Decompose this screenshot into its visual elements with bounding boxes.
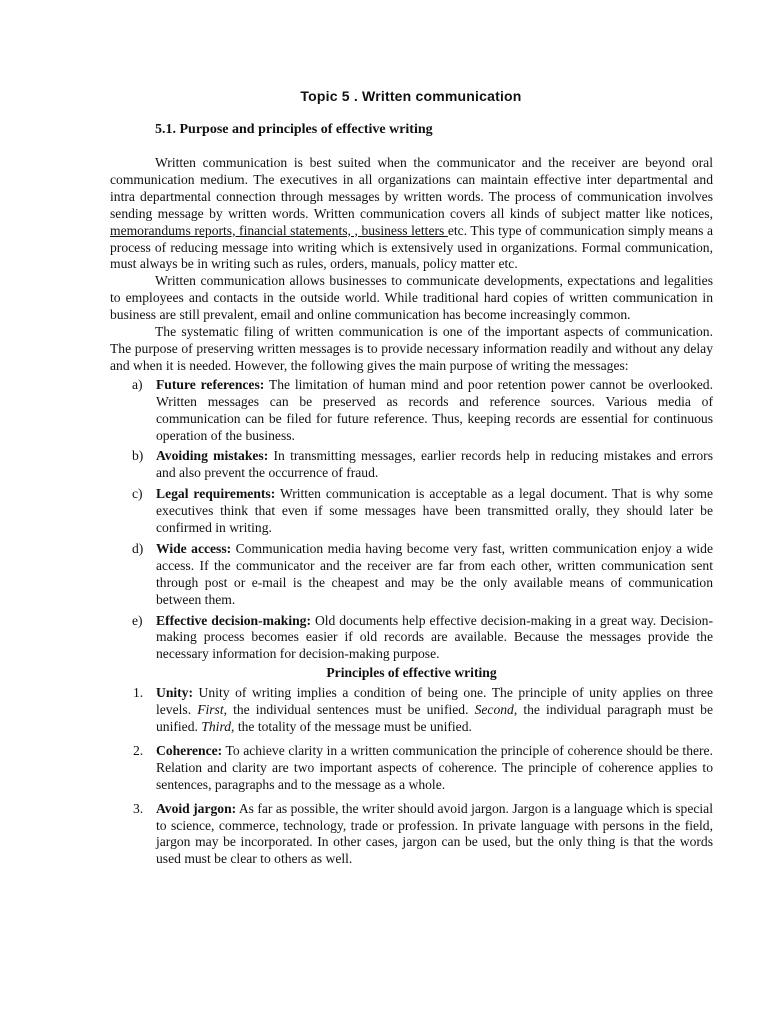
- list-item: [110, 486, 713, 537]
- list-text: The limitation of human mind and poor retention power cannot be overlooked. Written messages can be preserved as records and reference sources. Various media of communication can be filed for future reference. Thus, keeping records are essential for continuous operation of the business.: [156, 376, 713, 443]
- list-term: Legal requirements:: [156, 486, 276, 502]
- list-text: , the individual sentences must be unified.: [223, 702, 475, 718]
- principles-list: [110, 685, 713, 868]
- principles-heading: Principles of effective writing: [326, 665, 497, 681]
- page-title: Topic 5 . Written communication: [300, 88, 522, 104]
- list-term: Effective decision-making:: [156, 612, 311, 628]
- list-item: [110, 685, 713, 736]
- list-marker: 1.: [133, 685, 144, 701]
- list-term: Coherence:: [156, 742, 223, 758]
- list-marker: b): [132, 448, 144, 464]
- list-item: [110, 448, 713, 482]
- list-item: [110, 613, 713, 664]
- list-marker: c): [132, 486, 143, 502]
- list-text: In transmitting messages, earlier records help in reducing mistakes and errors and also prevent the occurrence of fraud.: [156, 448, 713, 481]
- list-term: Avoiding mistakes:: [156, 448, 269, 464]
- list-text: Unity of writing implies a condition of being one. The principle of unity applies on three levels.: [156, 685, 713, 718]
- paragraph-1-text-a: Written communication is best suited when the communicator and the receiver are beyond oral communication medium. The executives in all organizations can maintain effective inter departmental and intra departmental connection through messages by written words. The process of communication involves sending message by written words. Written communication covers all kinds of subject matter like notices,: [110, 155, 713, 221]
- list-item: [110, 541, 713, 609]
- paragraph-3: The systematic filing of written communication is one of the important aspects of communication. The purpose of preserving written messages is to provide necessary information readily and without any delay and when it is needed. However, the following gives the main purpose of writing the messages:: [110, 324, 713, 373]
- list-text: Old documents help effective decision-making in a great way. Decision-making process becomes easier if old records are available. Because the messages provide the necessary information for decision-making purpose.: [156, 612, 713, 662]
- list-text: , the individual paragraph must be unified.: [156, 702, 713, 734]
- italic-text: First: [197, 702, 224, 718]
- list-item: [110, 801, 713, 869]
- paragraph-1-text-b: etc. This type of communication simply means a process of reducing message into writing which is extensively used in organizations. Formal communication, must always be in writing such as rules, orders, manuals, policy matter etc.: [110, 222, 713, 272]
- list-marker: d): [132, 540, 144, 556]
- section-heading: 5.1. Purpose and principles of effective writing: [155, 122, 433, 137]
- underlined-document-types: memorandums reports, financial statements, , business letters: [110, 222, 448, 238]
- document-body: [110, 155, 713, 875]
- list-marker: 3.: [133, 800, 144, 816]
- paragraph-2: Written communication allows businesses to communicate developments, expectations and legalities to employees and contacts in the outside world. While traditional hard copies of written communication in business are still prevalent, email and online communication has become increasingly common.: [110, 273, 713, 323]
- list-marker: a): [132, 376, 143, 392]
- list-text: the totality of the message must be unified.: [234, 719, 472, 734]
- list-item: [110, 377, 713, 445]
- list-term: Avoid jargon:: [156, 800, 237, 816]
- list-marker: e): [132, 612, 143, 628]
- purpose-list: [110, 377, 713, 664]
- list-marker: 2.: [133, 742, 144, 758]
- list-text: Written communication is acceptable as a legal document. That is why some executives think that even if some messages have been transmitted orally, they should later be confirmed in writing.: [156, 486, 714, 536]
- paragraph-1: [110, 155, 713, 273]
- italic-text: Second: [474, 702, 514, 718]
- italic-text: Third,: [201, 719, 235, 734]
- list-text: As far as possible, the writer should avoid jargon. Jargon is a language which is special to science, commerce, technology, trade or profession. In private language with persons in the field, jargon may be incorporated. In other cases, jargon can be used, but the only thing is that the words used must be clear to others as well.: [156, 800, 713, 867]
- list-term: Future references:: [156, 376, 265, 392]
- list-term: Wide access:: [156, 540, 232, 556]
- list-item: [110, 743, 713, 794]
- list-text: To achieve clarity in a written communication the principle of coherence should be there. Relation and clarity are two important aspects of coherence. The principle of coherence applies to sentences, paragraphs and to the message as a whole.: [156, 742, 713, 792]
- list-text: Communication media having become very fast, written communication enjoy a wide access. If the communicator and the receiver are far from each other, written communication sent through post or e-mail is the cheapest and may be the only available means of communication between them.: [156, 540, 713, 607]
- list-term: Unity:: [156, 685, 194, 701]
